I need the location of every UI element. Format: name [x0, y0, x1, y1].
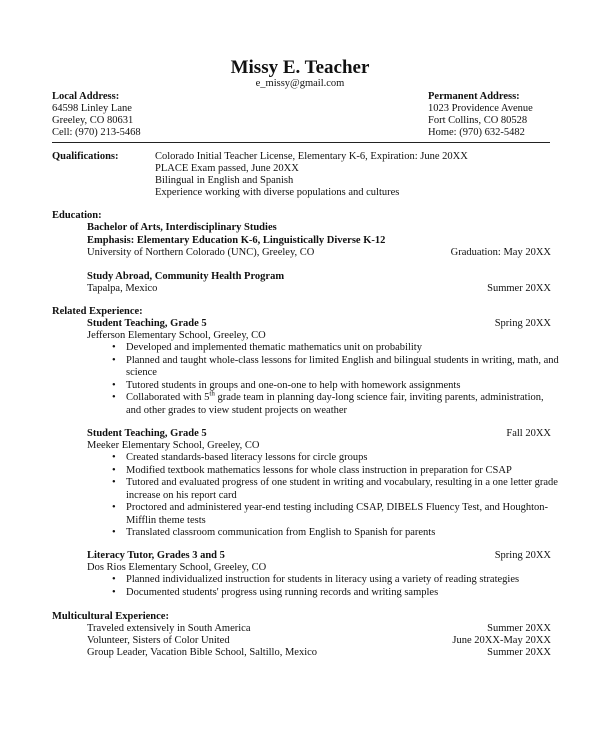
job-bullet: • Created standards-based literacy lessons for circle groups [112, 452, 560, 465]
study-abroad-title: Study Abroad, Community Health Program [87, 271, 285, 282]
job-bullet: • Proctored and administered year-end testing including CSAP, DIBELS Fluency Test, and Houghton-Mifflin theme tests [112, 502, 560, 527]
multicultural-item: Traveled extensively in South America [87, 623, 251, 634]
collab-text-end: grade team in planning day-long science fair, inviting parents, administration, [214, 392, 544, 403]
permanent-city: Fort Collins, CO 80528 [428, 115, 528, 126]
degree: Bachelor of Arts, Interdisciplinary Studies [87, 222, 277, 233]
collab-text-start: Collaborated with 5 [126, 392, 210, 403]
job-bullet: • Planned individualized instruction for students in literacy using a variety of reading strategies [112, 574, 560, 587]
job-role: Student Teaching, Grade 5 [87, 318, 207, 329]
job-bullet-collaborated [112, 389, 560, 417]
permanent-street: 1023 Providence Avenue [428, 103, 533, 114]
local-address-title: Local Address: [52, 91, 120, 102]
job-bullet-list [112, 452, 560, 540]
multicultural-heading: Multicultural Experience: [52, 611, 169, 622]
job-place: Meeker Elementary School, Greeley, CO [87, 440, 260, 451]
local-city: Greeley, CO 80631 [52, 115, 134, 126]
study-abroad-date: Summer 20XX [487, 283, 551, 294]
collab-superscript: th [209, 389, 215, 398]
job-bullet: • Documented students' progress using running records and writing samples [112, 587, 560, 600]
qualifications-heading: Qualifications: [52, 151, 119, 162]
graduation-date: Graduation: May 20XX [450, 247, 551, 258]
qualification-item: Colorado Initial Teacher License, Elementary K-6, Expiration: June 20XX [155, 151, 468, 162]
job-date: Fall 20XX [506, 428, 551, 439]
job-bullet-list [112, 574, 560, 599]
job-date: Spring 20XX [494, 550, 551, 561]
job-bullet: • Tutored students in groups and one-on-one to help with homework assignments [112, 380, 560, 393]
job-role: Literacy Tutor, Grades 3 and 5 [87, 550, 225, 561]
local-street: 64598 Linley Lane [52, 103, 132, 114]
job-bullet-list [112, 342, 560, 417]
multicultural-date: Summer 20XX [487, 647, 551, 658]
multicultural-date: June 20XX-May 20XX [452, 635, 551, 646]
study-abroad-place: Tapalpa, Mexico [87, 283, 158, 294]
collab-text-continued: and other grades to view student projects on weather [126, 404, 348, 416]
experience-heading: Related Experience: [52, 306, 143, 317]
permanent-phone: Home: (970) 632-5482 [428, 127, 525, 138]
job-bullet: • Planned and taught whole-class lessons for limited English and bilingual students in writing, math, and science [112, 355, 560, 380]
local-phone: Cell: (970) 213-5468 [52, 127, 141, 138]
job-date: Spring 20XX [494, 318, 551, 329]
multicultural-item: Volunteer, Sisters of Color United [87, 635, 230, 646]
emphasis: Emphasis: Elementary Education K-6, Linguistically Diverse K-12 [87, 235, 386, 246]
multicultural-date: Summer 20XX [487, 623, 551, 634]
education-heading: Education: [52, 210, 102, 221]
job-bullet: • Tutored and evaluated progress of one student in writing and vocabulary, resulting in a one letter grade increase on his report card [112, 477, 560, 502]
university: University of Northern Colorado (UNC), Greeley, CO [87, 247, 315, 258]
candidate-name: Missy E. Teacher [230, 57, 370, 78]
permanent-address-title: Permanent Address: [428, 91, 520, 102]
qualification-item: Experience working with diverse populations and cultures [155, 187, 400, 198]
job-bullet: • Translated classroom communication from English to Spanish for parents [112, 527, 560, 540]
header-divider [52, 142, 550, 143]
job-bullet: • Modified textbook mathematics lessons for whole class instruction in preparation for CSAP [112, 465, 560, 478]
qualification-item: Bilingual in English and Spanish [155, 175, 294, 186]
job-place: Jefferson Elementary School, Greeley, CO [87, 330, 266, 341]
qualification-item: PLACE Exam passed, June 20XX [155, 163, 299, 174]
job-bullet: • Developed and implemented thematic mathematics unit on probability [112, 342, 560, 355]
candidate-email: e_missy@gmail.com [255, 78, 345, 89]
job-role: Student Teaching, Grade 5 [87, 428, 207, 439]
multicultural-item: Group Leader, Vacation Bible School, Saltillo, Mexico [87, 647, 318, 658]
job-place: Dos Rios Elementary School, Greeley, CO [87, 562, 267, 573]
